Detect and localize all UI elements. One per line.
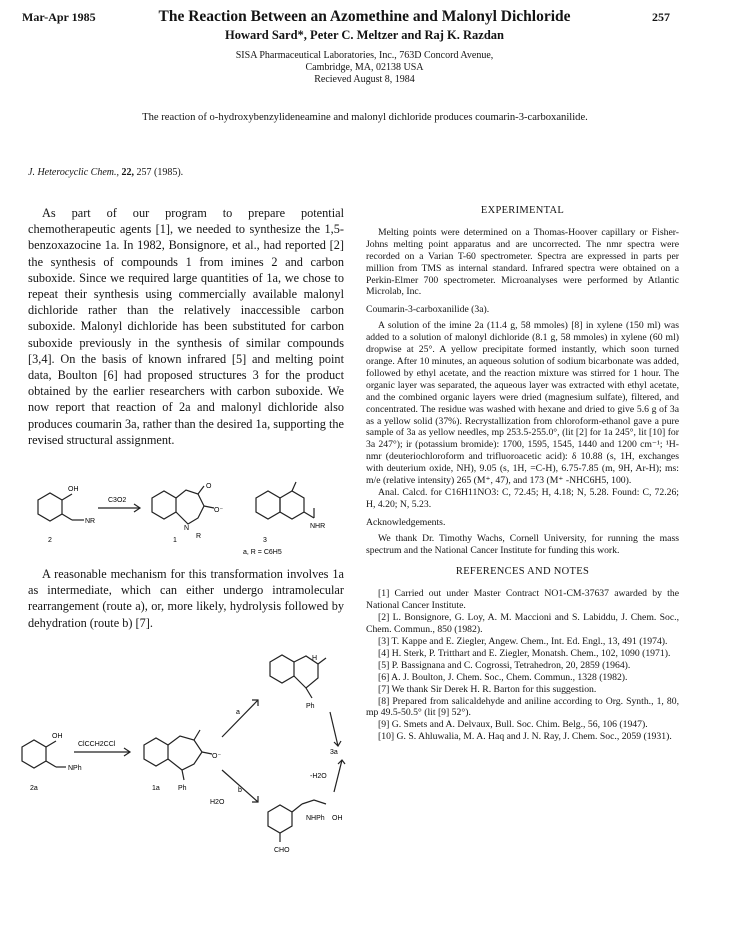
hydrogen-label: H (312, 655, 318, 662)
author-list: Howard Sard*, Peter C. Meltzer and Raj K. Razdan (224, 28, 505, 42)
minus-water-label: -H2O (310, 773, 327, 780)
experimental-paragraph: Melting points were determined on a Thomas-Hoover capillary or Fisher-Johns melting point apparatus and are uncorrected. The nmr spectra were recorded on a Varian T-60 spectrometer. Spectra are expressed in parts per million from TMS as internal standard. Infrared spectra were obtained on a Perkin-Elmer 700 spectrometer. Microanalyses were performed by Atlantic Microlab, Inc. (366, 226, 679, 298)
intro-paragraph-block (28, 205, 344, 448)
scheme-2 (12, 642, 358, 868)
compound-3a-label: 3a (330, 749, 338, 756)
journal-citation (28, 167, 183, 178)
o-minus-label: O⁻ (212, 753, 222, 760)
route-b-label: b (238, 787, 242, 794)
o-minus-label: O⁻ (214, 507, 224, 514)
reference-item: [7] We thank Sir Derek H. R. Barton for this suggestion. (378, 683, 597, 695)
route-b-arrow (222, 770, 258, 802)
oh-label: OH (68, 486, 79, 493)
reference-item: [2] L. Bonsignore, G. Loy, A. M. Maccioni and S. Labiddu, J. Chem. Soc., Chem. Commun., 850 (1982). (366, 612, 679, 636)
intro-paragraph: As part of our program to prepare potential chemotherapeutic agents [1], we needed to synthesize the 1,5-benzoxazocine 1a. In 1982, Bonsignore, et al., had reported [2] the synthesis of compounds 1 from imines 2 and carbon suboxide. Since we required large quantities of 1a, we chose to repeat their synthesis using commercially available malonyl dichloride rather than the relatively inaccessible carbon suboxide. Malonyl dichloride has been substituted for carbon suboxide previously in the synthesis of similar compounds [3,4]. On the basis of known infrared [5] and melting point data, Boulton [6] had proposed structures 3 for the product obtained by the earlier researchers with carbon suboxide. We now report that reaction of 2a and malonyl dichloride also produces coumarin 3a, rather than the desired 1a, supporting the revised structural assignment. (28, 206, 344, 447)
reagent-label: C3O2 (108, 497, 127, 504)
reference-item: [3] T. Kappe and E. Ziegler, Angew. Chem., Int. Ed. Engl., 13, 491 (1974). (378, 636, 668, 647)
article-title: The Reaction Between an Azomethine and Malonyl Dichloride (158, 8, 571, 25)
cho-label: CHO (274, 847, 290, 854)
acknowledgements-heading: Acknowledgements. (366, 516, 446, 528)
n-plus-label: N (184, 525, 190, 532)
ph-label: Ph (178, 785, 187, 792)
reference-item: [5] P. Bassignana and C. Cogrossi, Tetrahedron, 20, 2859 (1964). (378, 659, 631, 671)
arrow-to-3a (330, 712, 338, 746)
oh-label: OH (52, 733, 63, 740)
compound-2-label: 2 (48, 537, 52, 544)
compound-3-label: 3 (263, 537, 267, 544)
reference-item: [6] A. J. Boulton, J. Chem. Soc., Chem. Commun., 1328 (1982). (378, 671, 628, 683)
journal-volume: 22, (121, 167, 134, 178)
affiliation-line: SISA Pharmaceutical Laboratories, Inc., 763D Concord Avenue, (235, 50, 494, 61)
route-a-arrow (222, 700, 258, 737)
benzene-ring-intermediate (270, 655, 294, 683)
reference-item: [4] H. Sterk, P. Tritthart and E. Ziegler, Monatsh. Chem., 102, 1090 (1971). (378, 647, 671, 659)
oh-label-hydrolysis: OH (332, 815, 343, 822)
journal-name: J. Heterocyclic Chem., (28, 167, 119, 178)
mechanism-paragraph: A reasonable mechanism for this transformation involves 1a as intermediate, which can either undergo intramolecular rearrangement (route a), or, more likely, hydrolysis followed by dehydration (route b) [7]. (28, 567, 344, 630)
right-column (366, 205, 679, 743)
compound-heading: Coumarin-3-carboxanilide (3a). (366, 304, 490, 316)
nr-label: NR (85, 518, 96, 525)
abstract: The reaction of o-hydroxybenzylideneamine and malonyl dichloride produces coumarin-3-carboxanilide. (142, 112, 588, 123)
analysis-paragraph: Anal. Calcd. for C16H11NO3: C, 72.45; H, 4.18; N, 5.28. Found: C, 72.26; H, 4.20; N, 5.23. (366, 486, 679, 510)
affiliation-line: Cambridge, MA, 02138 USA (305, 62, 424, 74)
dehydration-arrow (334, 760, 342, 792)
substituent-note: a, R = C6H5 (243, 549, 282, 556)
reference-item: [1] Carried out under Master Contract NO1-CM-37637 awarded by the National Cancer Institute. (366, 588, 679, 612)
benzene-ring-hydrolysis (268, 805, 292, 833)
ph-label-top: Ph (306, 703, 315, 710)
journal-pages: 257 (1985). (136, 167, 184, 178)
received-date: Recieved August 8, 1984 (314, 74, 415, 86)
benzene-ring-3 (256, 491, 280, 519)
oxygen-label: O (206, 483, 212, 490)
reagent-label: ClCCH2CCl (78, 741, 116, 748)
compound-2a-label: 2a (30, 785, 38, 792)
r-label: R (196, 533, 202, 540)
scheme-1 (28, 468, 344, 558)
nhph-label: NHPh (306, 815, 325, 822)
procedure-paragraph: A solution of the imine 2a (11.4 g, 58 mmoles) [8] in xylene (150 ml) was added to a solution of malonyl dichloride (8.1 g, 58 mmoles) in xylene (60 ml) dropwise at 25°. A yellow precipitate formed instantly, which soon turned orange. After 10 minutes, an aqueous solution of sodium bicarbonate was added, followed by ethyl acetate, and the reaction mixture was stirred for 1 hour. The organic layer was separated, the aqueous layer was extracted with ethyl acetate, and the combined organic layers were dried (magnesium sulfate), filtered, and concentrated. The residue was washed with hexane and dried to give 5.6 g of 3a as a yellow solid (37%). Recrystallization from chloroform-ethanol gave a pure sample of 3a as yellow needles, mp 253.5-255.0°, (lit [2] for 1a 245°, lit [10] for 3a 247°); ir (potassium bromide): 1700, 1595, 1545, 1440 and 1200 cm⁻¹; ¹H-nmr (deuteriochloroform and trifluoroacetic acid): δ 10.88 (s, 1H, exchanges with deuterium oxide, NH), 9.05 (s, 1H, =C-H), 6.75-7.85 (m, 9H, Ar-H); ms: m/e (relative intensity) 265 (M⁺, 47), and 173 (M⁺ -NHC6H5, 100). (366, 320, 679, 487)
references-heading: REFERENCES AND NOTES (455, 566, 590, 578)
mechanism-paragraph-block (28, 566, 344, 631)
running-date: Mar-Apr 1985 (22, 10, 96, 24)
nhr-label: NHR (310, 523, 326, 530)
affiliation (0, 50, 729, 87)
compound-1-label: 1 (173, 537, 177, 544)
benzene-ring-1a (144, 738, 168, 766)
benzene-ring-2 (38, 493, 62, 521)
reference-item: [8] Prepared from salicaldehyde and aniline according to Org. Synth., 1, 80, mp 49.5-50.5° (lit [9] 52°). (366, 695, 679, 719)
reference-list (366, 588, 679, 743)
page-number: 257 (652, 10, 670, 24)
nph-label: NPh (68, 765, 82, 772)
experimental-heading: EXPERIMENTAL (480, 205, 565, 216)
compound-1a-label: 1a (152, 785, 160, 792)
route-a-label: a (236, 709, 240, 716)
water-label: H2O (210, 799, 225, 806)
reference-item: [10] G. S. Ahluwalia, M. A. Haq and J. N. Ray, J. Chem. Soc., 2059 (1931). (378, 731, 672, 743)
reference-item: [9] G. Smets and A. Delvaux, Bull. Soc. Chim. Belg., 56, 106 (1947). (378, 719, 648, 731)
benzene-ring-1 (152, 491, 176, 519)
benzene-ring-2a (22, 740, 46, 768)
acknowledgements-text: We thank Dr. Timothy Wachs, Cornell University, for running the mass spectrum and the National Cancer Institute for funding this work. (366, 532, 679, 556)
